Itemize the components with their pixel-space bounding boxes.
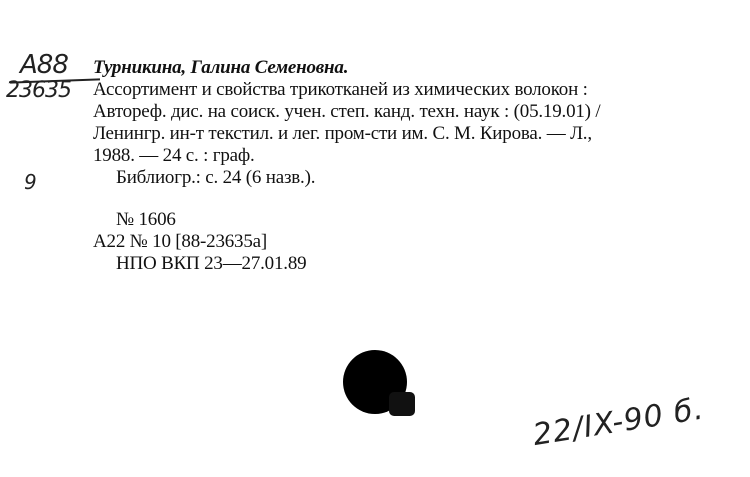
title-line-1: Ассортимент и свойства трикотканей из химических волокон : <box>93 79 588 100</box>
registration-npo: НПО ВКП 23—27.01.89 <box>116 253 307 274</box>
author-heading: Турникина, Галина Семеновна. <box>93 57 349 78</box>
handwritten-date: 22/IX-90 б. <box>530 391 707 453</box>
margin-mark: 9 <box>24 170 37 194</box>
title-line-3: Ленингр. ин-т текстил. и лег. пром-сти им. С. М. Кирова. — Л., <box>93 123 592 144</box>
shelfmark-line-2: 23635 <box>6 78 71 103</box>
title-line-2: Автореф. дис. на соиск. учен. степ. канд. техн. наук : (05.19.01) / <box>93 101 601 122</box>
card-punch-tab <box>389 392 415 416</box>
registration-number: № 1606 <box>116 209 176 230</box>
shelfmark-line-1: А88 <box>20 50 68 80</box>
title-line-4: 1988. — 24 с. : граф. <box>93 145 255 166</box>
bibliography-note: Библиогр.: с. 24 (6 назв.). <box>116 167 316 188</box>
registration-index: А22 № 10 [88-23635а] <box>93 231 268 252</box>
